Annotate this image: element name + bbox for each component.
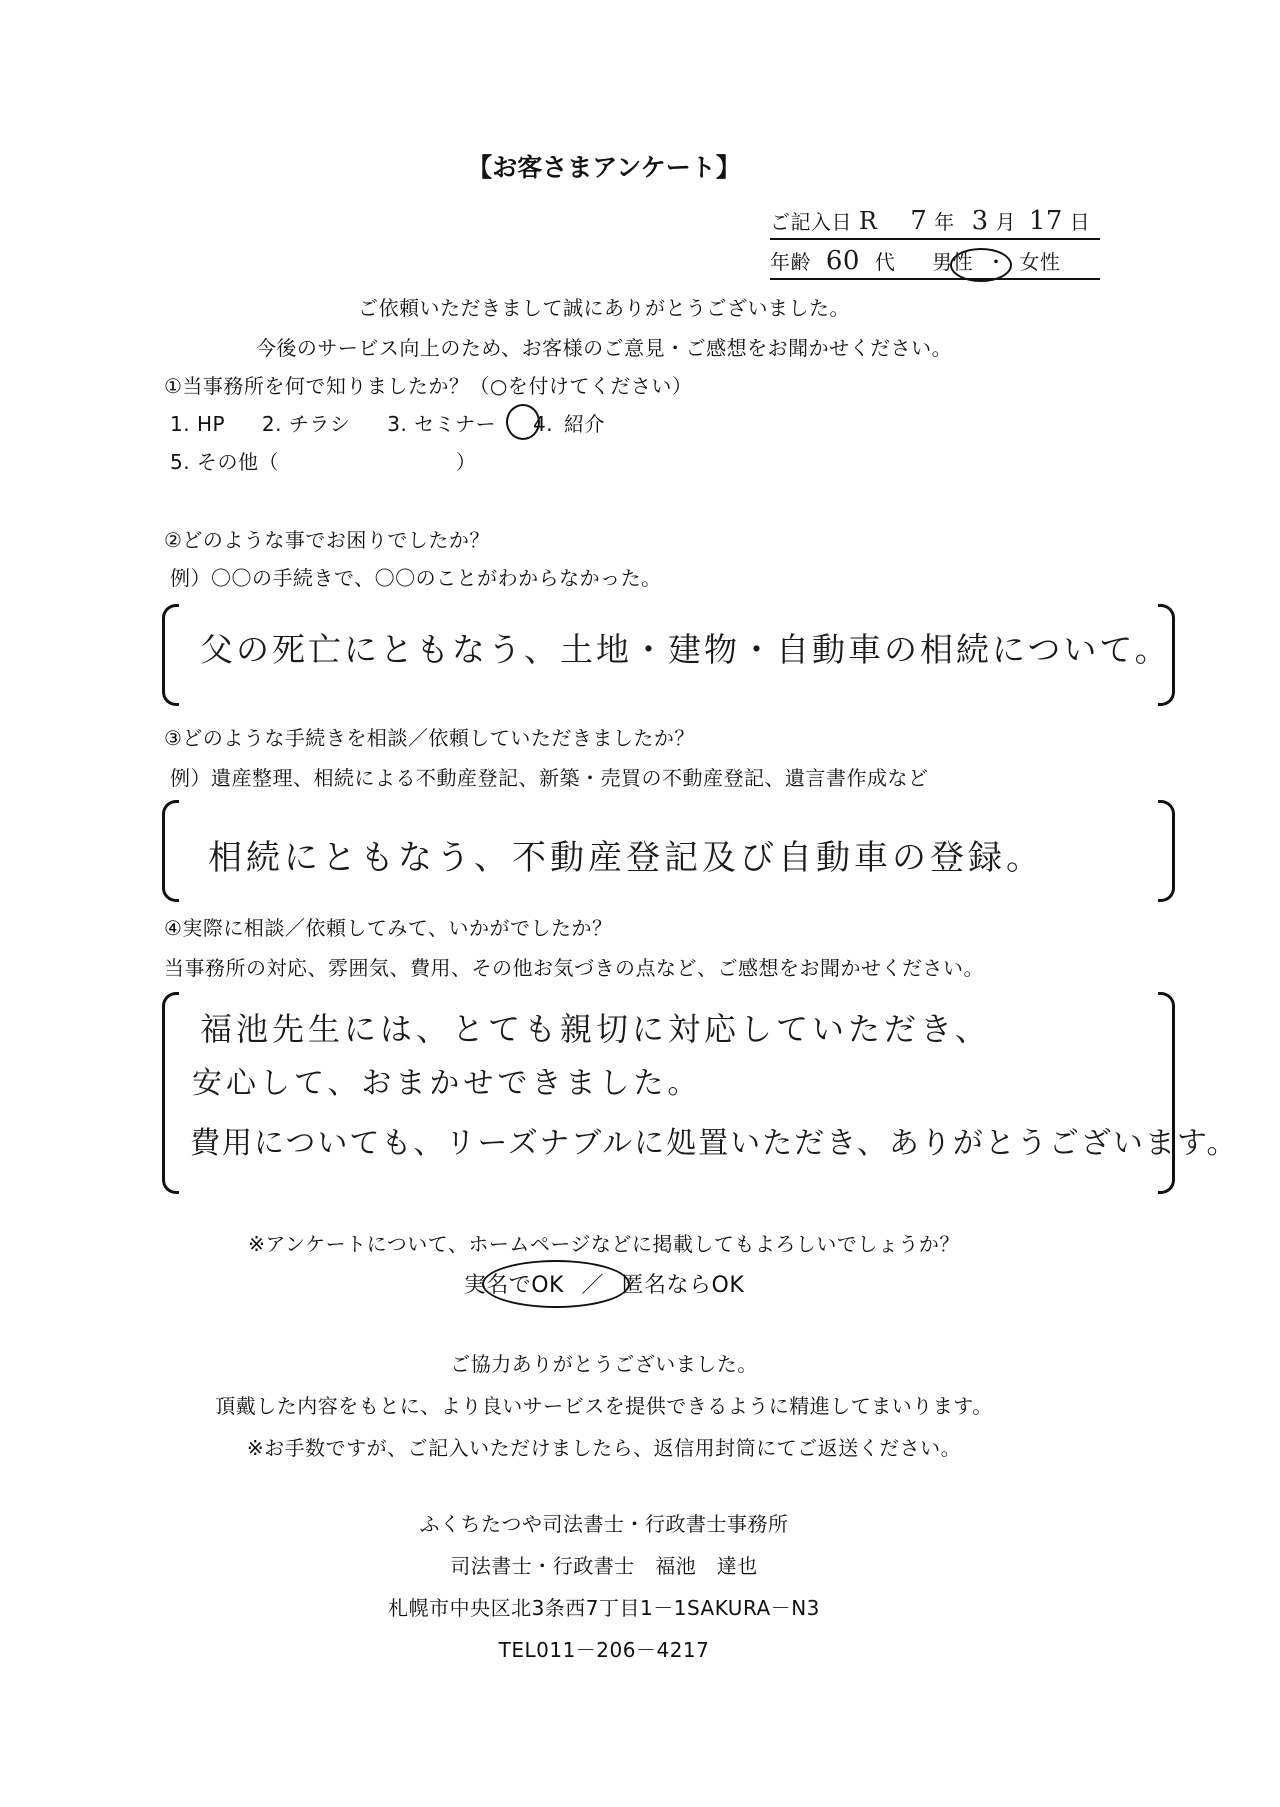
gender-female: 女性 bbox=[1019, 250, 1061, 274]
age-label: 年齢 bbox=[770, 250, 811, 274]
office-name: ふくちたつや司法書士・行政書士事務所 bbox=[419, 1512, 789, 1536]
closing-line-1: ご協力ありがとうございました。 bbox=[450, 1352, 758, 1376]
office-address: 札幌市中央区北3条西7丁目1－1SAKURA－N3 bbox=[388, 1596, 820, 1620]
q1-option-3: 3. セミナー bbox=[387, 412, 497, 436]
q4-sub: 当事務所の対応、雰囲気、費用、その他お気づきの点など、ご感想をお聞かせください。 bbox=[164, 956, 984, 980]
q1-option-1: 1. HP bbox=[170, 412, 226, 436]
form-title: 【お客さまアンケート】 bbox=[467, 153, 741, 182]
q2-question: ②どのような事でお困りでしたか？ bbox=[164, 528, 490, 552]
q2-example: 例）〇〇の手続きで、〇〇のことがわからなかった。 bbox=[170, 566, 662, 590]
consent-option-real-name: 実名でOK bbox=[463, 1273, 564, 1298]
closing-line-2: 頂戴した内容をもとに、より良いサービスを提供できるように精進してまいります。 bbox=[215, 1394, 993, 1418]
q1-question: ①当事務所を何で知りましたか？（○を付けてください） bbox=[164, 374, 693, 398]
q2-bracket-left bbox=[162, 604, 179, 706]
date-year-unit: 年 bbox=[934, 210, 955, 234]
age-value: 60 bbox=[825, 246, 860, 276]
consent-option-anonymous: 匿名ならOK bbox=[621, 1273, 745, 1298]
q1-selected-circle bbox=[506, 404, 540, 440]
date-line bbox=[770, 206, 1100, 240]
age-unit: 代 bbox=[874, 250, 896, 274]
date-day-unit: 日 bbox=[1069, 210, 1091, 234]
q1-option-4-label: 紹介 bbox=[563, 412, 605, 436]
q2-bracket-right bbox=[1158, 604, 1175, 706]
date-era: R bbox=[858, 207, 878, 235]
q1-option-5-close: ） bbox=[455, 450, 477, 474]
q4-answer-line-1: 福池先生には、とても親切に対応していただき、 bbox=[200, 1010, 991, 1048]
office-person: 司法書士・行政書士 福池 達也 bbox=[450, 1554, 758, 1578]
q3-example: 例）遺産整理、相続による不動産登記、新築・売買の不動産登記、遺言書作成など bbox=[170, 766, 929, 790]
consent-selected-circle bbox=[482, 1260, 630, 1308]
q4-question: ④実際に相談／依頼してみて、いかがでしたか？ bbox=[164, 916, 613, 940]
q3-answer: 相続にともなう、不動産登記及び自動車の登録。 bbox=[208, 838, 1044, 878]
intro-line-2: 今後のサービス向上のため、お客様のご意見・ご感想をお聞かせください。 bbox=[255, 336, 953, 360]
q1-option-5-label: 5. その他（ bbox=[170, 450, 279, 474]
date-label: ご記入日 bbox=[770, 210, 852, 234]
intro-line-1: ご依頼いただきまして誠にありがとうございました。 bbox=[358, 296, 850, 320]
q2-answer: 父の死亡にともなう、土地・建物・自動車の相続について。 bbox=[200, 630, 1171, 669]
q4-answer-line-3: 費用についても、リーズナブルに処置いただき、ありがとうございます。 bbox=[190, 1126, 1239, 1161]
gender-separator: ・ bbox=[986, 250, 1007, 274]
q4-bracket-right bbox=[1158, 992, 1175, 1194]
gender-male: 男性 bbox=[932, 250, 974, 274]
date-year: 7 bbox=[910, 206, 928, 236]
q3-bracket-left bbox=[162, 800, 179, 902]
q1-option-4-number: 4. bbox=[533, 412, 554, 436]
date-month-unit: 月 bbox=[995, 210, 1016, 234]
q4-answer-line-2: 安心して、おまかせできました。 bbox=[192, 1066, 702, 1101]
date-month: 3 bbox=[971, 206, 989, 236]
date-day: 17 bbox=[1028, 206, 1063, 236]
consent-slash: ／ bbox=[581, 1273, 604, 1298]
q4-bracket-left bbox=[162, 992, 179, 1194]
office-tel: TEL011－206－4217 bbox=[498, 1638, 710, 1662]
consent-question: ※アンケートについて、ホームページなどに掲載してもよろしいでしょうか？ bbox=[248, 1232, 960, 1256]
age-line bbox=[770, 246, 1100, 280]
q1-option-5 bbox=[170, 446, 476, 475]
gender-selected-circle bbox=[950, 248, 1012, 282]
q3-bracket-right bbox=[1158, 800, 1175, 902]
q3-question: ③どのような手続きを相談／依頼していただきましたか？ bbox=[164, 726, 695, 750]
q1-option-2: 2. チラシ bbox=[261, 412, 351, 436]
closing-line-3: ※お手数ですが、ご記入いただけましたら、返信用封筒にてご返送ください。 bbox=[246, 1436, 962, 1460]
